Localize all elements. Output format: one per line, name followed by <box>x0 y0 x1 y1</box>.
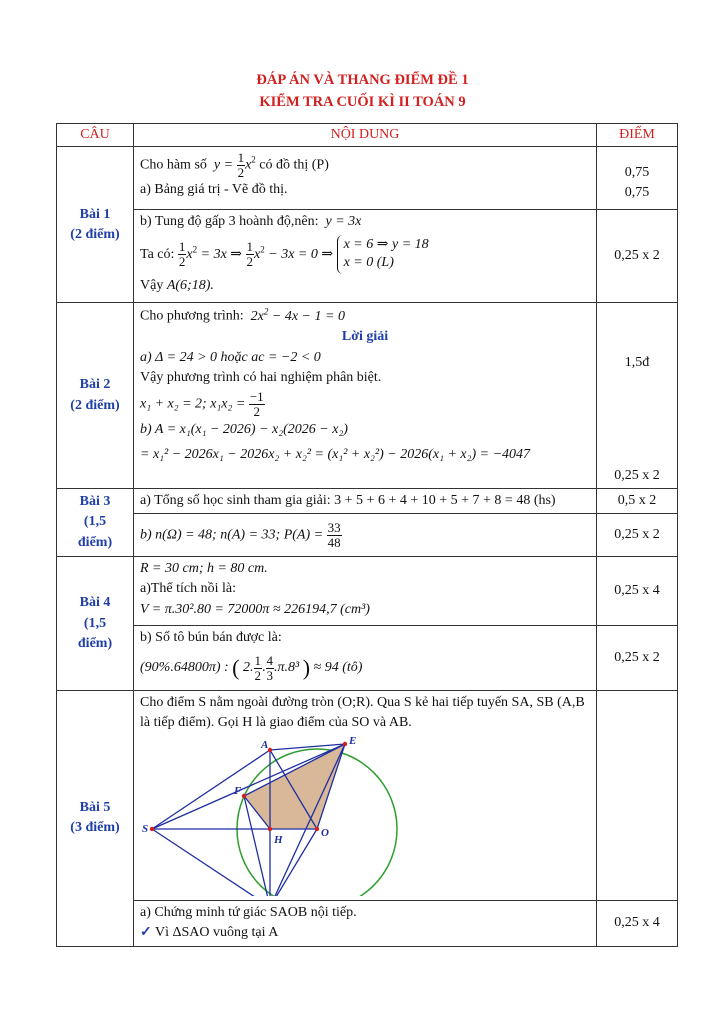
bai1-fraction: $\frac{1}{2}$ <box>237 150 245 180</box>
bai5-content <box>134 691 597 901</box>
bai2-viet: x₁ + x₂ = 2; x₁x₂ = <box>140 396 246 412</box>
bai4-score-a: 0,25 x 4 <box>597 557 678 626</box>
bai1-row-a <box>57 147 678 210</box>
bai1-content-a: Cho hàm số y = $\frac{1}{2}$ $x^2$ có đồ thị (P) a) Bảng giá trị - Vẽ đồ thị. <box>134 147 597 210</box>
bai3-score-b: 0,25 x 2 <box>597 514 678 557</box>
label-S: S <box>142 822 149 835</box>
header-cau: CÂU <box>57 124 134 147</box>
check-icon: ✓ <box>140 925 152 941</box>
bai5-intro: Cho điểm S nằm ngoài đường tròn (O;R). Qua S kẻ hai tiếp tuyến SA, SB (A,B là tiếp điểm). Gọi H là giao điểm của SO và AB. <box>140 695 585 731</box>
bai2-score-b: 0,25 x 2 <box>614 467 660 483</box>
bai2-label-line1: Bài 2 <box>79 377 111 393</box>
bai1-score-b: 0,25 x 2 <box>597 210 678 303</box>
label-F: F <box>234 784 242 797</box>
bai4-given: R = 30 cm; h = 80 cm. <box>140 561 268 577</box>
bai1-vay: Vậy <box>140 278 164 294</box>
bai1-system <box>337 235 429 275</box>
bai3-content-b: b) n(Ω) = 48; n(A) = 33; P(A) = $\frac{33}{48}$ <box>134 514 597 557</box>
bai3-label-line3: điểm) <box>77 534 113 550</box>
bai1-part-a: a) Bảng giá trị - Vẽ đồ thị. <box>140 181 288 197</box>
bai2-part-b1: b) A = x₁(x₁ − 2026) − x₂(2026 − x₂) <box>140 422 348 438</box>
bai1-part-b: b) Tung độ gấp 3 hoành độ,nên: <box>140 214 319 230</box>
bai2-loi-giai: Lời giải <box>341 329 389 345</box>
bai4-score-b: 0,25 x 2 <box>597 626 678 691</box>
answer-table <box>56 123 678 947</box>
bai1-result: A(6;18). <box>166 278 214 294</box>
bai5-label <box>57 691 134 947</box>
bai4-bowls-suffix: ≈ 94 (tô) <box>313 660 363 676</box>
label-H: H <box>274 833 283 846</box>
bai4-part-b: b) Số tô bún bán được là: <box>140 630 282 646</box>
label-A: A <box>261 738 269 751</box>
bai2-label-line2: (2 điểm) <box>70 397 120 413</box>
bai5-content-a <box>134 901 597 947</box>
bai4-content-a <box>134 557 597 626</box>
bai1-label <box>57 147 134 303</box>
bai4-label-line3: điểm) <box>77 635 113 651</box>
bai1-intro-suffix: có đồ thị (P) <box>259 157 329 173</box>
bai4-label-line2: (1,5 <box>83 615 107 631</box>
bai1-content-b: b) Tung độ gấp 3 hoành độ,nên: y = 3x Ta có: $\frac{1}{2}$ $x^2 = 3x$ ⇒ $\frac{1}{2}$ $x^2 - 3x = 0$ ⇒ x = 6 ⇒ y = 18 x = 0 (L) Vậy A(6;18). <box>134 210 597 303</box>
bai2-part-b2: = x₁² − 2026x₁ − 2026x₂ + x₂² = (x₁² + x₂²) − 2026(x₁ + x₂) = −4047 <box>140 446 531 462</box>
bai4-label-line1: Bài 4 <box>79 595 111 611</box>
bai4-bowls-mid1: 2. <box>243 660 254 676</box>
title-line-2: KIỂM TRA CUỐI KÌ II TOÁN 9 <box>259 94 466 110</box>
geometry-figure <box>140 736 440 896</box>
bai3-content-a: a) Tổng số học sinh tham gia giải: 3 + 5 + 6 + 4 + 10 + 5 + 7 + 8 = 48 (hs) <box>134 488 597 513</box>
bai2-intro: Cho phương trình: <box>140 308 244 324</box>
bai4-content-b: b) Số tô bún bán được là: (90%.64800π) : ( 2. $\frac{1}{2}$ . $\frac{4}{3}$ .π.8³ ) ≈ 94 (tô) <box>134 626 597 691</box>
bai2-conclusion: Vậy phương trình có hai nghiệm phân biệt. <box>140 369 382 385</box>
bai1-label-line2: (2 điểm) <box>70 226 120 242</box>
bai1-sys-line1: x = 6 ⇒ y = 18 <box>343 236 429 252</box>
bai1-ta-co: Ta có: <box>140 246 175 262</box>
bai5-row-a <box>57 901 678 947</box>
bai1-intro-prefix: Cho hàm số <box>140 157 207 173</box>
bai1-row-b <box>57 210 678 303</box>
bai1-score-a1: 0,75 <box>624 165 650 180</box>
bai5-proof-start: Vì ΔSAO vuông tại A <box>154 925 279 941</box>
bai3-row-a <box>57 488 678 513</box>
bai4-bowls-prefix: (90%.64800π) : <box>140 660 229 676</box>
bai3-part-b: b) n(Ω) = 48; n(A) = 33; P(A) = <box>140 527 324 543</box>
header-noi-dung: NỘI DUNG <box>134 124 597 147</box>
bai2-score-a: 1,5đ <box>624 355 650 371</box>
bai1-score-a2: 0,75 <box>624 185 650 201</box>
bai5-part-a: a) Chứng minh tứ giác SAOB nội tiếp. <box>140 905 357 921</box>
bai5-score-a: 0,25 x 4 <box>597 901 678 947</box>
table-header-row <box>57 124 678 147</box>
bai2-scores <box>597 303 678 489</box>
bai3-label <box>57 488 134 556</box>
bai1-sys-line2: x = 0 (L) <box>343 255 394 271</box>
bai4-row-b <box>57 626 678 691</box>
header-diem: ĐIỂM <box>597 124 678 147</box>
bai3-score-a: 0,5 x 2 <box>597 488 678 513</box>
bai5-row-figure <box>57 691 678 901</box>
bai4-bowls-mid2: .π.8³ <box>274 660 300 676</box>
label-O: O <box>321 826 329 839</box>
bai2-part-a: a) Δ = 24 > 0 hoặc ac = −2 < 0 <box>140 349 321 365</box>
bai3-label-line1: Bài 3 <box>79 494 111 510</box>
bai4-volume: V = π.30².80 = 72000π ≈ 226194,7 (cm³) <box>140 601 370 617</box>
bai1-score-a <box>597 147 678 210</box>
bai5-label-line1: Bài 5 <box>79 800 111 816</box>
bai2-label <box>57 303 134 489</box>
bai3-label-line2: (1,5 <box>83 514 107 530</box>
bai4-part-a: a)Thể tích nồi là: <box>140 581 237 597</box>
bai4-row-a <box>57 557 678 626</box>
bai4-label <box>57 557 134 691</box>
bai1-label-line1: Bài 1 <box>79 206 111 222</box>
bai3-row-b <box>57 514 678 557</box>
label-E: E <box>349 735 357 747</box>
bai2-row <box>57 303 678 489</box>
title-line-1: ĐÁP ÁN VÀ THANG ĐIỂM ĐỀ 1 <box>256 72 469 88</box>
bai2-content: Cho phương trình: $2x^2 - 4x - 1 = 0$ Lời giải a) Δ = 24 > 0 hoặc ac = −2 < 0 Vậy phương trình có hai nghiệm phân biệt. x₁ + x₂ = 2; x₁x₂ = $\frac{-1}{2}$ b) A = x₁(x₁ − 2026) − x₂(2026 − x₂) = x₁² − 2026x₁ − 2026x₂ + x₂² = (x₁² + x₂²) − 2026(x₁ + x₂) = −4047 <box>134 303 597 489</box>
bai5-label-line2: (3 điểm) <box>70 820 120 836</box>
bai5-score-empty <box>597 691 678 901</box>
